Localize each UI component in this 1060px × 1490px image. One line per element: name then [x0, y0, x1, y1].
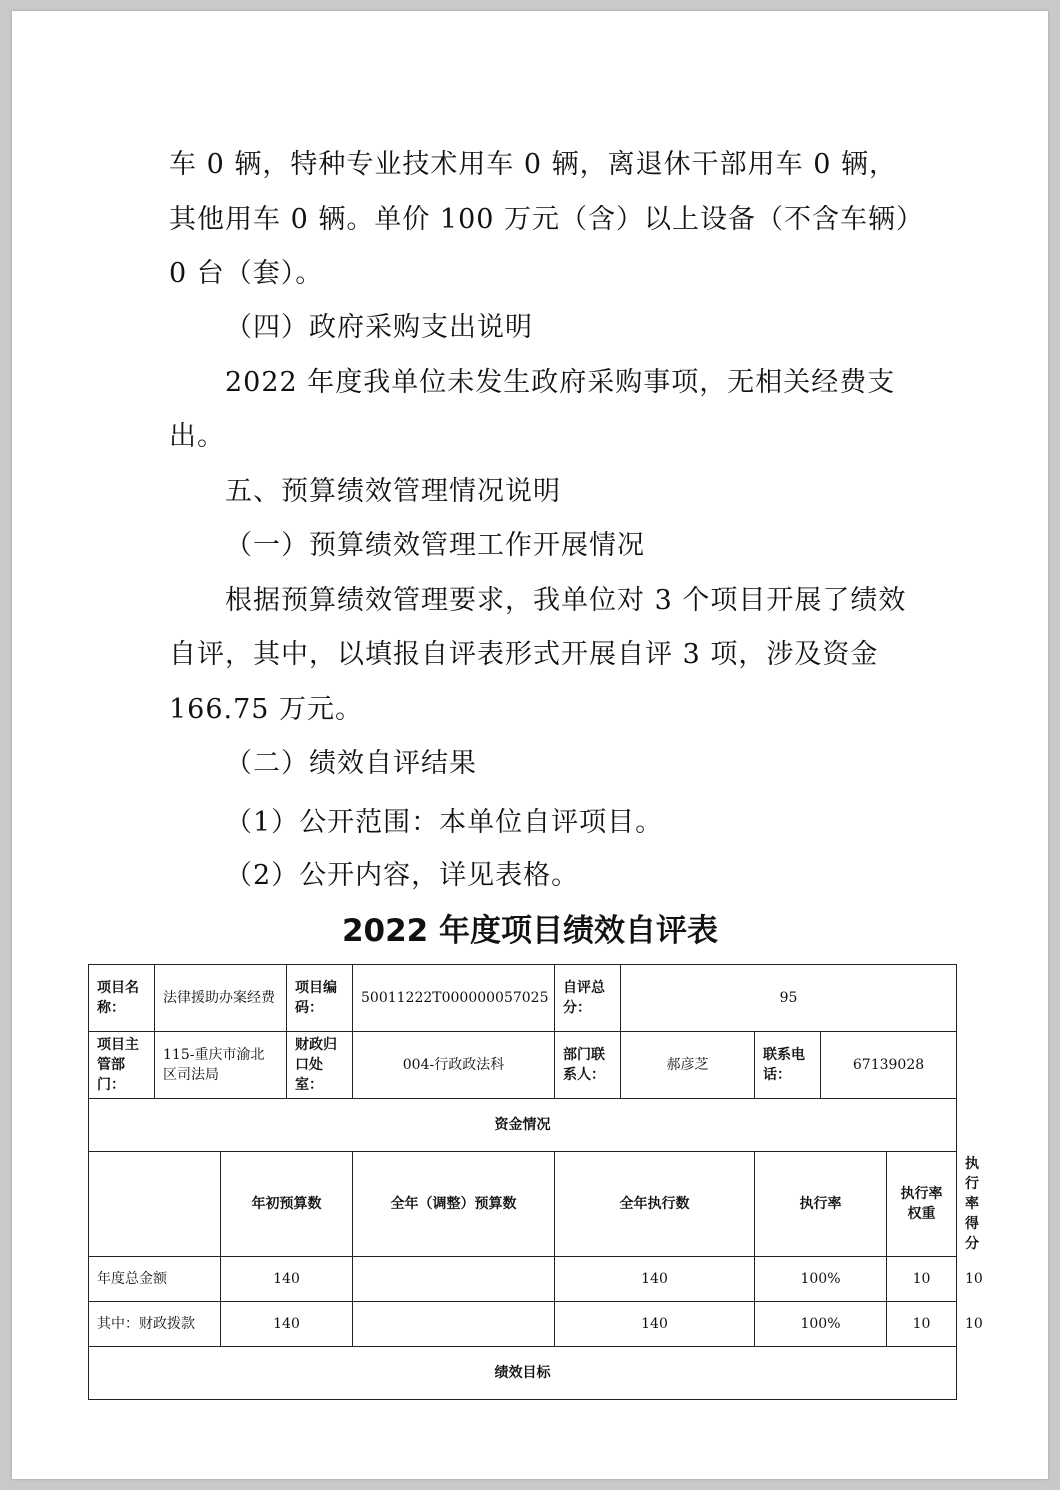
row-label-fiscal-allocation: 其中：财政拨款 — [89, 1302, 221, 1347]
funds-header-rate-weight: 执行率权重 — [887, 1152, 957, 1257]
project-name-label: 项目名称： — [89, 965, 155, 1032]
cell-execution-rate: 100% — [755, 1257, 887, 1302]
paragraph-line-13: （1）公开范围：本单位自评项目。 — [225, 807, 664, 838]
self-score-label: 自评总分： — [555, 965, 621, 1032]
table-row — [89, 1099, 957, 1152]
funds-header-initial-budget: 年初预算数 — [221, 1152, 353, 1257]
cell-execution-rate: 100% — [755, 1302, 887, 1347]
subsection-heading-performance-work: （一）预算绩效管理工作开展情况 — [225, 530, 645, 561]
funds-header-blank — [89, 1152, 221, 1257]
document-page — [12, 11, 1048, 1479]
table-row: 年度总金额 140 140 100% 10 10 — [89, 1257, 957, 1302]
paragraph-line-2: 其他用车 0 辆。单价 100 万元（含）以上设备（不含车辆） — [169, 204, 925, 235]
row-label-total: 年度总金额 — [89, 1257, 221, 1302]
paragraph-line-6: 出。 — [169, 421, 225, 452]
project-name-value: 法律援助办案经费 — [155, 965, 287, 1032]
cell-executed: 140 — [555, 1257, 755, 1302]
cell-rate-weight: 10 — [887, 1302, 957, 1347]
paragraph-line-9: 根据预算绩效管理要求，我单位对 3 个项目开展了绩效 — [225, 585, 907, 616]
paragraph-line-3: 0 台（套）。 — [169, 258, 324, 289]
table-row — [89, 965, 957, 1032]
cell-rate-weight: 10 — [887, 1257, 957, 1302]
table-row — [89, 1347, 957, 1400]
finance-office-label: 财政归口处室： — [287, 1032, 353, 1099]
subsection-heading-self-evaluation: （二）绩效自评结果 — [225, 748, 477, 779]
cell-adjusted-budget — [353, 1257, 555, 1302]
cell-initial-budget: 140 — [221, 1302, 353, 1347]
table-row — [89, 1032, 957, 1099]
project-code-value: 50011222T000000057025 — [353, 965, 555, 1032]
cell-initial-budget: 140 — [221, 1257, 353, 1302]
table-row: 其中：财政拨款 140 140 100% 10 10 — [89, 1302, 957, 1347]
paragraph-line-10: 自评，其中，以填报自评表形式开展自评 3 项，涉及资金 — [169, 639, 879, 670]
finance-office-value: 004-行政政法科 — [353, 1032, 555, 1099]
phone-value: 67139028 — [821, 1032, 957, 1099]
table-title: 2022 年度项目绩效自评表 — [341, 913, 719, 949]
contact-value: 郝彦芝 — [621, 1032, 755, 1099]
section-heading-budget-performance: 五、预算绩效管理情况说明 — [225, 476, 561, 507]
dept-value: 115-重庆市渝北区司法局 — [155, 1032, 287, 1099]
self-score-value: 95 — [621, 965, 957, 1032]
funds-section-header: 资金情况 — [89, 1099, 957, 1152]
dept-label: 项目主管部门： — [89, 1032, 155, 1099]
project-code-label: 项目编码： — [287, 965, 353, 1032]
funds-header-adjusted-budget: 全年（调整）预算数 — [353, 1152, 555, 1257]
performance-evaluation-table — [88, 964, 983, 1400]
section-heading-government-procurement: （四）政府采购支出说明 — [225, 312, 533, 343]
paragraph-line-11: 166.75 万元。 — [169, 694, 364, 725]
funds-header-executed: 全年执行数 — [555, 1152, 755, 1257]
phone-label: 联系电话： — [755, 1032, 821, 1099]
paragraph-line-5: 2022 年度我单位未发生政府采购事项，无相关经费支 — [225, 367, 896, 398]
table-header-row: 年初预算数 全年（调整）预算数 全年执行数 执行率 执行率权重 执行率得分 — [89, 1152, 957, 1257]
paragraph-line-14: （2）公开内容，详见表格。 — [225, 860, 580, 891]
goals-section-header: 绩效目标 — [89, 1347, 957, 1400]
paragraph-line-1: 车 0 辆，特种专业技术用车 0 辆，离退休干部用车 0 辆， — [169, 149, 898, 180]
funds-header-execution-rate: 执行率 — [755, 1152, 887, 1257]
contact-label: 部门联系人： — [555, 1032, 621, 1099]
cell-adjusted-budget — [353, 1302, 555, 1347]
cell-executed: 140 — [555, 1302, 755, 1347]
